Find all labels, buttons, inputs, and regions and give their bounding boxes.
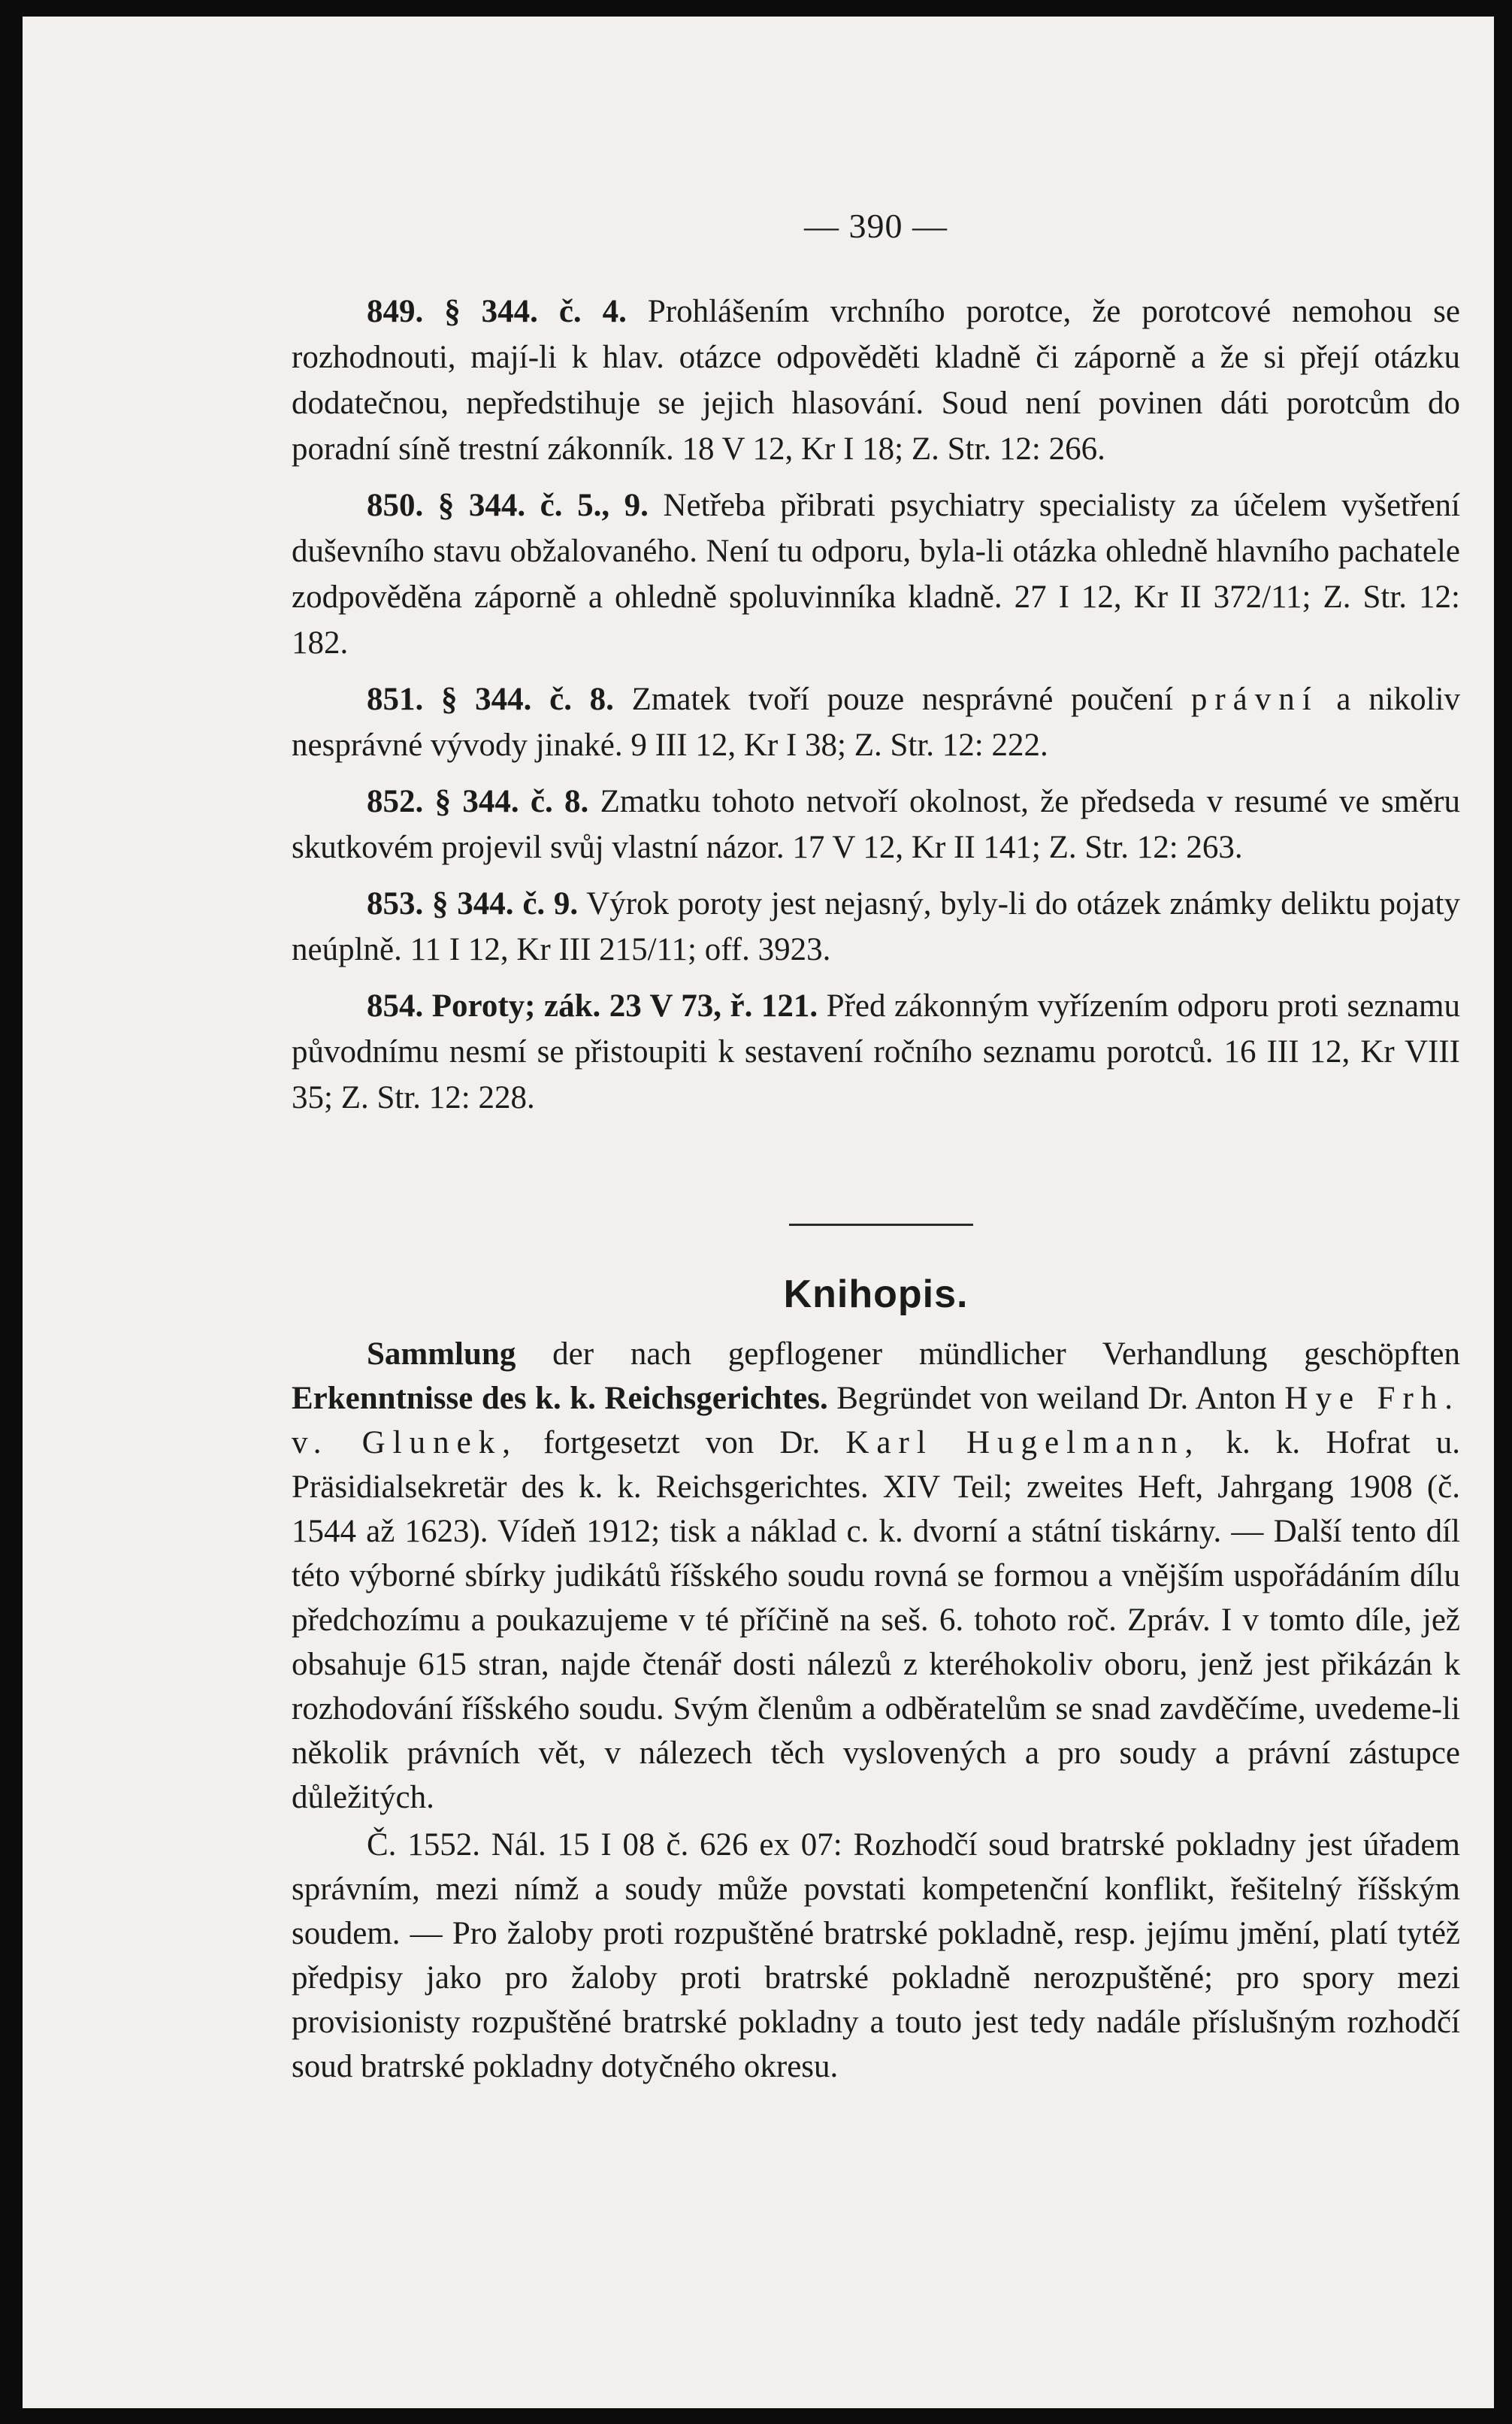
review-text: fortgesetzt von Dr. — [543, 1425, 821, 1460]
entry-text: Před zákonným vyřízením odporu proti seznamu původnímu nesmí se přistoupiti k sestavení ročního seznamu porotců. 16 III 12, Kr VIII 35; Z. Str. 12: 228. — [292, 988, 1460, 1115]
section-title: Knihopis. — [783, 1273, 969, 1316]
entry-851 — [292, 676, 1460, 768]
review-paragraph — [292, 1332, 1460, 1820]
document-page — [23, 17, 1494, 2408]
entry-number: 851. — [367, 682, 424, 717]
entry-text: Prohlášením vrchního porotce, že porotcové nemohou se rozhodnouti, mají-li k hlav. otázce odpověděti kladně či záporně a že si přejí otázku dodatečnou, nepředstihuje se jejich hlasování. Soud není povinen dáti porotcům do poradní síně trestní zákonník. 18 V 12, Kr I 18; Z. Str. 12: 266. — [292, 294, 1461, 467]
entry-reference: § 344. č. 5., 9. — [437, 488, 649, 523]
decision-entries — [292, 289, 1460, 1131]
entry-reference: § 344. č. 8. — [434, 784, 589, 819]
entry-reference: Poroty; zák. 23 V 73, ř. 121. — [431, 988, 818, 1024]
section-divider — [789, 1224, 973, 1226]
review-text: Begründet von weiland Dr. Anton — [836, 1381, 1276, 1416]
entry-853 — [292, 881, 1460, 973]
entry-text: a nikoliv nesprávné vývody jinaké. 9 III 12, Kr I 38; Z. Str. 12: 222. — [292, 682, 1461, 763]
entry-number: 854. — [367, 988, 424, 1024]
entry-number: 853. — [367, 886, 424, 921]
page-number: — 390 — — [804, 207, 948, 245]
entry-reference: § 344. č. 4. — [444, 294, 627, 329]
author-name: Hye Frh. v. Glunek, — [292, 1381, 1461, 1460]
entry-number: 849. — [367, 294, 424, 329]
entry-852 — [292, 779, 1460, 870]
entry-number: 852. — [367, 784, 424, 819]
book-title-part: Sammlung — [367, 1336, 516, 1372]
editor-name: Karl Hugelmann, — [845, 1425, 1201, 1460]
entry-emphasis: právní — [1190, 682, 1319, 717]
entry-849 — [292, 289, 1460, 472]
entry-text: Zmatek tvoří pouze nesprávné poučení — [631, 682, 1174, 717]
entry-reference: § 344. č. 9. — [432, 886, 579, 921]
review-paragraph-decision-1552: Č. 1552. Nál. 15 I 08 č. 626 ex 07: Rozhodčí soud bratrské pokladny jest úřadem správním, mezi nímž a soudy může povstati kompetenční konflikt, řešitelný říšským soudem. — Pro žaloby proti rozpuštěné bratrské pokladně, resp. jejímu jmění, platí tytéž předpisy jako pro žaloby proti bratrské pokladně nerozpuštěné; pro spory mezi provisionisty rozpuštěné bratrské pokladny a touto jest tedy nadále příslušným rozhodčí soud bratrské pokladny dotyčného okresu. — [292, 1827, 1460, 2084]
review-text: k. k. Hofrat u. Präsidialsekretär des k. k. Reichsgerichtes. XIV Teil; zweites Heft, Jahrgang 1908 (č. 1544 až 1623). Vídeň 1912; tisk a náklad c. k. dvorní a státní tiskárny. — Další tento díl této výborné sbírky judikátů říšského soudu rovná se formou a vnějším uspořádáním dílu předchozímu a poukazujeme v té příčině na seš. 6. tohoto roč. Zpráv. I v tomto díle, jež obsahuje 615 stran, najde čtenář dosti nálezů z kteréhokoliv oboru, jenž jest přikázán k rozhodování říšského soudu. Svým členům a odběratelům se snad zavděčíme, uvedeme-li několik právních vět, v nálezech těch vyslovených a pro soudy a právní zástupce důležitých. — [292, 1425, 1460, 1815]
entry-text: Zmatku tohoto netvoří okolnost, že předseda v resumé ve směru skutkovém projevil svůj vlastní názor. 17 V 12, Kr II 141; Z. Str. 12: 263. — [292, 784, 1461, 865]
entry-number: 850. — [367, 488, 424, 523]
review-text: der nach gepflogener mündlicher Verhandlung geschöpften — [552, 1336, 1461, 1372]
entry-854 — [292, 983, 1460, 1121]
entry-text: Výrok poroty jest nejasný, byly-li do otázek známky deliktu pojaty neúplně. 11 I 12, Kr III 215/11; off. 3923. — [292, 886, 1460, 967]
entry-850 — [292, 483, 1460, 666]
entry-reference: § 344. č. 8. — [440, 682, 614, 717]
entry-text: Netřeba přibrati psychiatry specialisty za účelem vyšetření duševního stavu obžalovaného. Není tu odporu, byla-li otázka ohledně hlavního pachatele zodpověděna záporně a ohledně spoluvinníka kladně. 27 I 12, Kr II 372/11; Z. Str. 12: 182. — [292, 488, 1461, 661]
book-review — [292, 1332, 1460, 2089]
book-title-part: Erkenntnisse des k. k. Reichsgerichtes. — [292, 1381, 828, 1416]
